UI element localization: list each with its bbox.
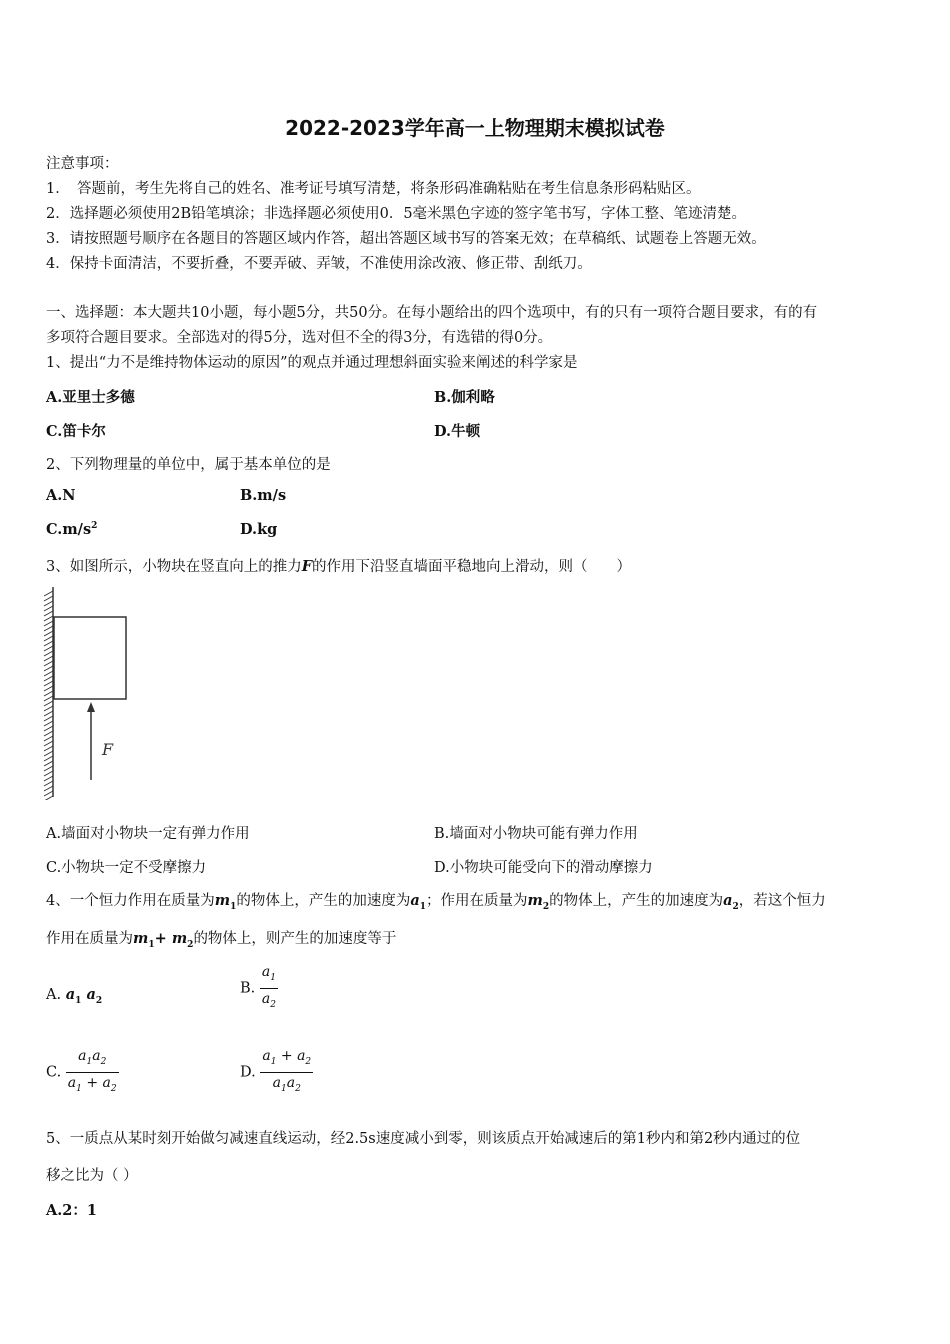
q2-option-b[interactable]: B.m/s: [240, 487, 287, 504]
q1-option-a[interactable]: A.亚里士多德: [46, 389, 135, 406]
hatch-line: [44, 761, 53, 766]
hatch-line: [44, 741, 53, 746]
q4-stem-line2: 作用在质量为$m_1+ m_2$的物体上，则产生的加速度等于: [46, 930, 397, 950]
hatch-line: [44, 721, 53, 726]
hatch-line: [44, 686, 53, 691]
hatch-line: [44, 671, 53, 676]
hatch-line: [44, 656, 53, 661]
hatch-line: [44, 651, 53, 656]
q4-option-c[interactable]: C. $\frac{a_1a_2}{a_1 + a_2}$: [46, 1046, 119, 1099]
hatch-line: [44, 611, 53, 616]
hatch-line: [44, 771, 53, 776]
q4-option-a[interactable]: A. $a_1$ $a_2$: [46, 986, 103, 1006]
hatch-line: [44, 636, 53, 641]
section-instructions-line1: 一、选择题：本大题共10小题，每小题5分，共50分。在每小题给出的四个选项中，有的只有一项符合题目要求，有的有: [46, 305, 818, 321]
hatch-line: [44, 796, 53, 800]
hatch-line: [44, 766, 53, 771]
hatch-line: [44, 756, 53, 761]
fraction: $\frac{a_1a_2}{a_1 + a_2}$: [67, 1048, 117, 1094]
hatch-line: [44, 626, 53, 631]
hatch-line: [44, 746, 53, 751]
hatch-line: [44, 691, 53, 696]
q3-figure: [40, 585, 160, 800]
hatch-line: [44, 751, 53, 756]
hatch-line: [44, 631, 53, 636]
hatch-line: [44, 711, 53, 716]
q4-option-b[interactable]: B. $\frac{a_1}{a_2}$: [240, 962, 278, 1015]
hatch-line: [44, 666, 53, 671]
block: [54, 617, 126, 699]
q2-option-d[interactable]: D.kg: [240, 521, 278, 538]
hatch-line: [44, 731, 53, 736]
q2-option-c[interactable]: $C.m/s^2$: [46, 521, 98, 538]
notice-item-4: 4．保持卡面清洁，不要折叠，不要弄破、弄皱，不准使用涂改液、修正带、刮纸刀。: [46, 256, 592, 272]
hatch-line: [44, 616, 53, 621]
q5-stem-line1: 5、一质点从某时刻开始做匀减速直线运动，经2.5s速度减小到零，则该质点开始减速后的第1秒内和第2秒内通过的位: [46, 1131, 801, 1147]
hatch-line: [44, 786, 53, 791]
page-title: 2022-2023学年高一上物理期末模拟试卷: [285, 116, 665, 140]
notice-item-3: 3．请按照题号顺序在各题目的答题区域内作答，超出答题区域书写的答案无效；在草稿纸、试题卷上答题无效。: [46, 231, 766, 247]
q1-option-c[interactable]: C.笛卡尔: [46, 423, 106, 440]
q5-option-a[interactable]: A.2：1: [46, 1202, 97, 1219]
fraction: $\frac{a_1}{a_2}$: [261, 964, 276, 1010]
notice-item-2: 2．选择题必须使用2B铅笔填涂；非选择题必须使用0．5毫米黑色字迹的签字笔书写，字体工整、笔迹清楚。: [46, 206, 747, 222]
q1-stem: 1、提出“力不是维持物体运动的原因”的观点并通过理想斜面实验来阐述的科学家是: [46, 355, 578, 371]
hatch-line: [44, 736, 53, 741]
hatch-line: [44, 646, 53, 651]
q3-option-d[interactable]: D.小物块可能受向下的滑动摩擦力: [434, 860, 653, 876]
q3-option-b[interactable]: B.墙面对小物块可能有弹力作用: [434, 826, 638, 842]
wall-hatching: [44, 587, 53, 800]
q4-option-d[interactable]: D. $\frac{a_1 + a_2}{a_1a_2}$: [240, 1046, 313, 1099]
q3-option-a[interactable]: A.墙面对小物块一定有弹力作用: [46, 826, 250, 842]
q1-option-b[interactable]: B.伽利略: [434, 389, 495, 406]
force-arrowhead: [87, 702, 95, 712]
q2-option-a[interactable]: A.N: [46, 487, 76, 504]
notice-heading: 注意事项：: [46, 156, 119, 172]
q3-stem: 3、如图所示，小物块在竖直向上的推力F的作用下沿竖直墙面平稳地向上滑动，则（ ）: [46, 558, 632, 575]
hatch-line: [44, 661, 53, 666]
notice-item-1: 1． 答题前，考生先将自己的姓名、准考证号填写清楚，将条形码准确粘贴在考生信息条形码粘贴区。: [46, 181, 701, 197]
hatch-line: [44, 621, 53, 626]
q1-option-d[interactable]: D.牛顿: [434, 423, 481, 440]
hatch-line: [44, 781, 53, 786]
force-label: F: [102, 740, 114, 759]
hatch-line: [44, 601, 53, 606]
hatch-line: [44, 681, 53, 686]
hatch-line: [44, 716, 53, 721]
hatch-line: [44, 701, 53, 706]
hatch-line: [44, 776, 53, 781]
fraction: $\frac{a_1 + a_2}{a_1a_2}$: [262, 1048, 312, 1094]
hatch-line: [44, 596, 53, 601]
q3-option-c[interactable]: C.小物块一定不受摩擦力: [46, 860, 207, 876]
hatch-line: [44, 706, 53, 711]
hatch-line: [44, 641, 53, 646]
hatch-line: [44, 606, 53, 611]
q5-stem-line2: 移之比为（ ）: [46, 1168, 138, 1184]
hatch-line: [44, 696, 53, 701]
q2-stem: 2、下列物理量的单位中，属于基本单位的是: [46, 457, 331, 473]
hatch-line: [44, 791, 53, 796]
hatch-line: [44, 591, 53, 596]
q4-stem-line1: 4、一个恒力作用在质量为$m_1$的物体上，产生的加速度为$a_1$；作用在质量为$m_2$的物体上，产生的加速度为$a_2$，若这个恒力: [46, 892, 826, 912]
section-instructions-line2: 多项符合题目要求。全部选对的得5分，选对但不全的得3分，有选错的得0分。: [46, 330, 553, 346]
hatch-line: [44, 676, 53, 681]
hatch-line: [44, 726, 53, 731]
